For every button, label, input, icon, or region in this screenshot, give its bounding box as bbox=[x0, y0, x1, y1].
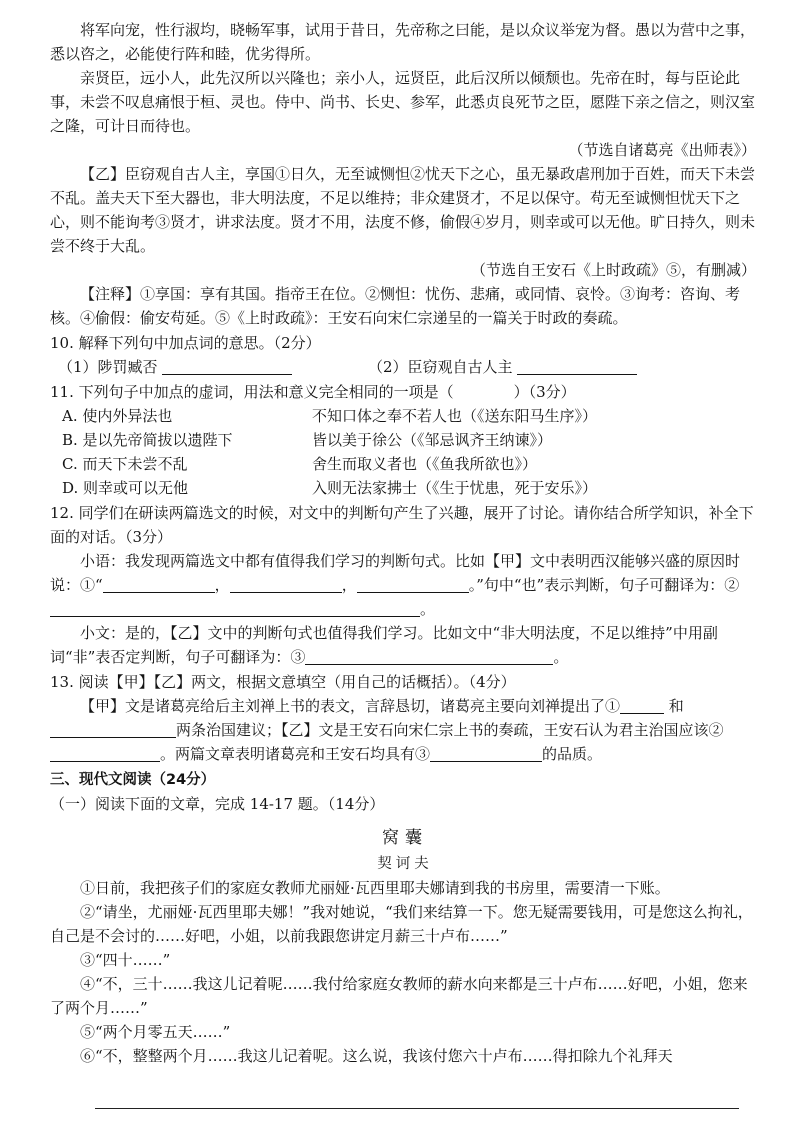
q11-option-b-left: B. 是以先帝简拔以遗陛下 bbox=[62, 431, 233, 449]
q10-item-2 bbox=[368, 355, 637, 379]
part-1-heading: （一）阅读下面的文章，完成 14-17 题。（14分） bbox=[50, 795, 385, 813]
q11-option-b-right: 皆以美于徐公（《邹忌讽齐王纳谏》） bbox=[312, 431, 553, 449]
q12-blank-2[interactable] bbox=[50, 601, 420, 617]
yi-paragraph: 【乙】臣窃观自古人主，享国①日久，无至诚恻怛②忧天下之心，虽无暴政虐刑加于百姓，而天下未尝不乱。盖夫天下至大器也，非大明法度，不足以维持；非众建贤才，不足以保守。苟无至诚恻怛忧天下之心，则不能询考③贤才，讲求法度。贤才不用，法度不修，偷假④岁月，则幸或可以无他。旷日持久，则未尝不终于大乱。 bbox=[50, 165, 756, 255]
q12-period-2: 。 bbox=[553, 648, 569, 666]
q12-xiaoyu bbox=[50, 549, 760, 621]
q12-xiaoyu-text-c: 判断，句子可翻译为：② bbox=[574, 576, 740, 594]
annotation-notes: 【注释】①享国：享有其国。指帝王在位。②恻怛：忧伤、悲痛，或同情、哀怜。③询考：咨询、考核。④偷假：偷安苟延。⑤《上时政疏》：王安石向宋仁宗递呈的一篇关于时政的奏疏。 bbox=[50, 285, 741, 327]
q11-option-d bbox=[50, 476, 760, 500]
q10-item-1 bbox=[50, 355, 368, 379]
q10-answer-1-blank[interactable] bbox=[162, 359, 292, 375]
q11-option-a bbox=[50, 404, 760, 428]
story-author: 契诃夫 bbox=[377, 856, 433, 872]
story-paragraph-5: ⑤“两个月零五天……” bbox=[80, 1023, 231, 1041]
q13-line1: 【甲】文是诸葛亮给后主刘禅上书的表文，言辞恳切，诸葛亮主要向刘禅提出了① bbox=[80, 697, 621, 715]
q10-answer-2-blank[interactable] bbox=[517, 359, 637, 375]
q12-xiaoyu-text-b: 。”句中“也”表示 bbox=[468, 576, 575, 594]
story-paragraph-1: ①日前，我把孩子们的家庭女教师尤丽娅·瓦西里耶夫娜请到我的书房里，需要清一下账。 bbox=[80, 879, 670, 897]
q11-stem-a: 11. 下列句子中加点的虚词，用法和意义完全相同的一项是（ bbox=[50, 383, 454, 401]
q12-xiaowen-text: 小文：是的，【乙】文中的判断句式也值得我们学习。比如文中“非大明法度，不足以维持”中用副词“非”表否定判断，句子可翻译为：③ bbox=[50, 624, 718, 666]
q10-items bbox=[50, 355, 760, 379]
q11-option-b bbox=[50, 428, 760, 452]
q12-xiaoyu-text-a: 小语：我发现两篇选文中都有值得我们学习的判断句式。比如【甲】文中表明西汉能够兴盛的原因时说：①“ bbox=[50, 552, 741, 594]
story-paragraph-6: ⑥“不，整整两个月……我这儿记着呢。这么说，我该付您六十卢布……得扣除九个礼拜天 bbox=[80, 1047, 673, 1065]
q12-blank-3[interactable] bbox=[305, 649, 553, 665]
story-paragraph-4: ④“不，三十……我这儿记着呢……我付给家庭女教师的薪水向来都是三十卢布……好吧，小姐，您来了两个月……” bbox=[50, 975, 748, 1017]
q13-blank-2[interactable] bbox=[50, 746, 160, 762]
q10-item-2-text: （2）臣窃观自古人主 bbox=[368, 358, 513, 376]
q12-stem: 12. 同学们在研读两篇选文的时候，对文中的判断句产生了兴趣，展开了讨论。请你结合所学知识，补全下面的对话。（3分） bbox=[50, 504, 754, 546]
q11-option-d-right: 入则无法家拂士（《生于忧患，死于安乐》） bbox=[312, 479, 598, 497]
yi-source: （节选自王安石《上时政疏》⑤，有删减） bbox=[470, 261, 756, 279]
q12-blank-1a[interactable] bbox=[103, 577, 215, 593]
jia-paragraph-1: 将军向宠，性行淑均，晓畅军事，试用于昔日，先帝称之曰能，是以众议举宠为督。愚以为营中之事，悉以咨之，必能使行阵和睦，优劣得所。 bbox=[50, 21, 756, 63]
q11-option-c-left: C. 而天下未尝不乱 bbox=[62, 455, 188, 473]
section-3-heading: 三、现代文阅读（24分） bbox=[50, 772, 216, 788]
q11-option-a-right: 不知口体之奉不若人也（《送东阳马生序》） bbox=[312, 407, 598, 425]
q13-blank-3[interactable] bbox=[430, 746, 542, 762]
q12-blank-1c[interactable] bbox=[357, 577, 469, 593]
q13-body bbox=[50, 694, 760, 766]
q11-option-c-right: 舍生而取义者也（《鱼我所欲也》） bbox=[312, 455, 538, 473]
q13-and: 和 bbox=[668, 697, 684, 715]
story-paragraph-2: ②“请坐，尤丽娅·瓦西里耶夫娜！”我对她说，“我们来结算一下。您无疑需要钱用，可是您这么拘礼，自己是不会讨的……好吧，小姐，以前我跟您讲定月薪三十卢布……” bbox=[50, 903, 753, 945]
jia-paragraph-2: 亲贤臣，远小人，此先汉所以兴隆也；亲小人，远贤臣，此后汉所以倾颓也。先帝在时，每与臣论此事，未尝不叹息痛恨于桓、灵也。侍中、尚书、长史、参军，此悉贞良死节之臣，愿陛下亲之信之，则汉室之隆，可计日而待也。 bbox=[50, 69, 756, 135]
q12-comma-2: ， bbox=[341, 576, 357, 594]
q11-option-c bbox=[50, 452, 760, 476]
q12-comma-1: ， bbox=[214, 576, 230, 594]
q11-stem bbox=[50, 380, 760, 404]
q13-stem: 13. 阅读【甲】【乙】两文，根据文意填空（用自己的话概括）。（4分） bbox=[50, 673, 516, 691]
q10-item-1-text: （1）陟罚臧否 bbox=[58, 358, 158, 376]
q11-option-a-left: A. 使内外异法也 bbox=[62, 407, 173, 425]
jia-source: （节选自诸葛亮《出师表》） bbox=[568, 141, 756, 159]
q11-option-d-left: D. 则幸或可以无他 bbox=[62, 479, 189, 497]
bottom-rule bbox=[95, 1108, 739, 1109]
q13-line2a: 两条治国建议；【乙】文是王安石向宋仁宗上书的奏疏，王安石认为君主治国应该② bbox=[176, 721, 724, 739]
q11-stem-b: ）（3分） bbox=[513, 383, 576, 401]
q13-line2b: 。两篇文章表明诸葛亮和王安石均具有③ bbox=[160, 745, 431, 763]
q12-xiaowen bbox=[50, 621, 760, 669]
q10-stem: 10. 解释下列句中加点词的意思。（2分） bbox=[50, 334, 321, 352]
story-paragraph-3: ③“四十……” bbox=[80, 951, 171, 969]
q13-blank-1b[interactable] bbox=[50, 722, 176, 738]
q12-period-1: 。 bbox=[420, 600, 436, 618]
q13-line2c: 的 bbox=[542, 745, 558, 763]
story-title: 窝囊 bbox=[382, 828, 428, 848]
q12-blank-1b[interactable] bbox=[230, 577, 342, 593]
q13-blank-1a[interactable] bbox=[620, 698, 664, 714]
q13-line3: 品质。 bbox=[557, 745, 603, 763]
